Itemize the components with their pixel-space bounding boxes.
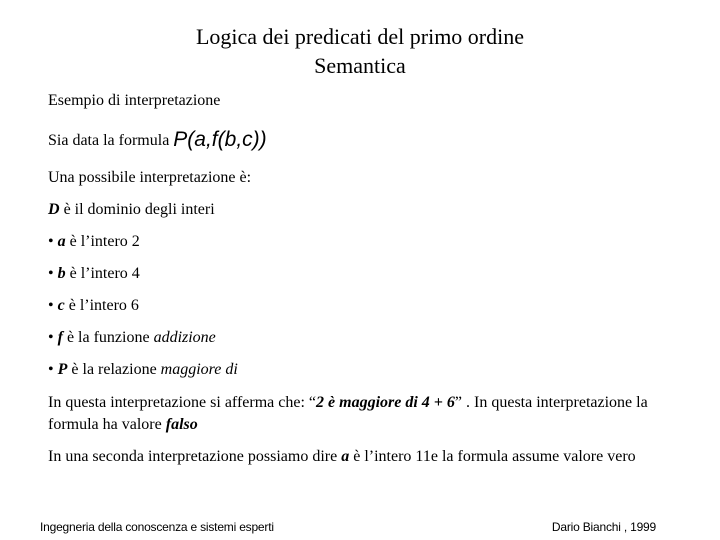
- slide-subtitle: Semantica: [314, 53, 406, 78]
- bullet-tail: maggiore di: [160, 361, 238, 378]
- bullet-text: è l’intero 6: [64, 297, 139, 314]
- second-interpretation: [48, 446, 668, 468]
- bullet-symbol: P: [57, 361, 68, 378]
- bullet-marker: •: [48, 233, 58, 250]
- bullet-tail: addizione: [153, 329, 216, 346]
- bullet-item: [48, 264, 140, 284]
- formula-intro: Sia data la formula: [48, 132, 174, 149]
- domain-text: è il dominio degli interi: [59, 201, 215, 218]
- bullet-item: [48, 360, 238, 380]
- bullet-item: [48, 232, 140, 252]
- truth-value: falso: [165, 416, 198, 433]
- footer-course: Ingegneria della conoscenza e sistemi esperti: [40, 520, 274, 534]
- bullet-symbol: f: [57, 329, 63, 346]
- bullet-symbol: a: [57, 233, 66, 250]
- bullet-marker: •: [48, 297, 58, 314]
- possible-interpretation: Una possibile interpretazione è:: [48, 169, 252, 186]
- bullet-symbol: b: [57, 265, 66, 282]
- second-post: è l’intero 11e la formula assume valore vero: [349, 448, 636, 465]
- bullet-item: [48, 328, 216, 348]
- domain-line: [48, 200, 215, 220]
- bullet-marker: •: [48, 265, 58, 282]
- bullet-marker: •: [48, 361, 58, 378]
- bullet-item: [48, 296, 139, 316]
- formula: P(a,f(b,c)): [173, 128, 267, 151]
- claim-paragraph: [48, 392, 668, 436]
- example-heading: Esempio di interpretazione: [48, 92, 221, 109]
- bullet-symbol: c: [57, 297, 65, 314]
- slide-title-line1: Logica dei predicati del primo ordine: [195, 24, 525, 49]
- bullet-text: è la relazione: [67, 361, 161, 378]
- footer-author: Dario Bianchi , 1999: [551, 520, 656, 534]
- claim-pre: In questa interpretazione si afferma che: “: [48, 394, 317, 411]
- second-symbol: a: [341, 448, 350, 465]
- bullet-text: è l’intero 2: [65, 233, 140, 250]
- claim-post: ” . In questa interpretazione la formula ha valore: [48, 394, 648, 433]
- formula-line: [48, 130, 267, 151]
- bullet-text: è la funzione: [62, 329, 154, 346]
- domain-symbol: D: [48, 201, 60, 218]
- bullet-marker: •: [48, 329, 58, 346]
- bullet-text: è l’intero 4: [65, 265, 140, 282]
- second-pre: In una seconda interpretazione possiamo dire: [48, 448, 342, 465]
- slide-title: [0, 22, 720, 80]
- claim-emphasis: 2 è maggiore di 4 + 6: [316, 394, 455, 411]
